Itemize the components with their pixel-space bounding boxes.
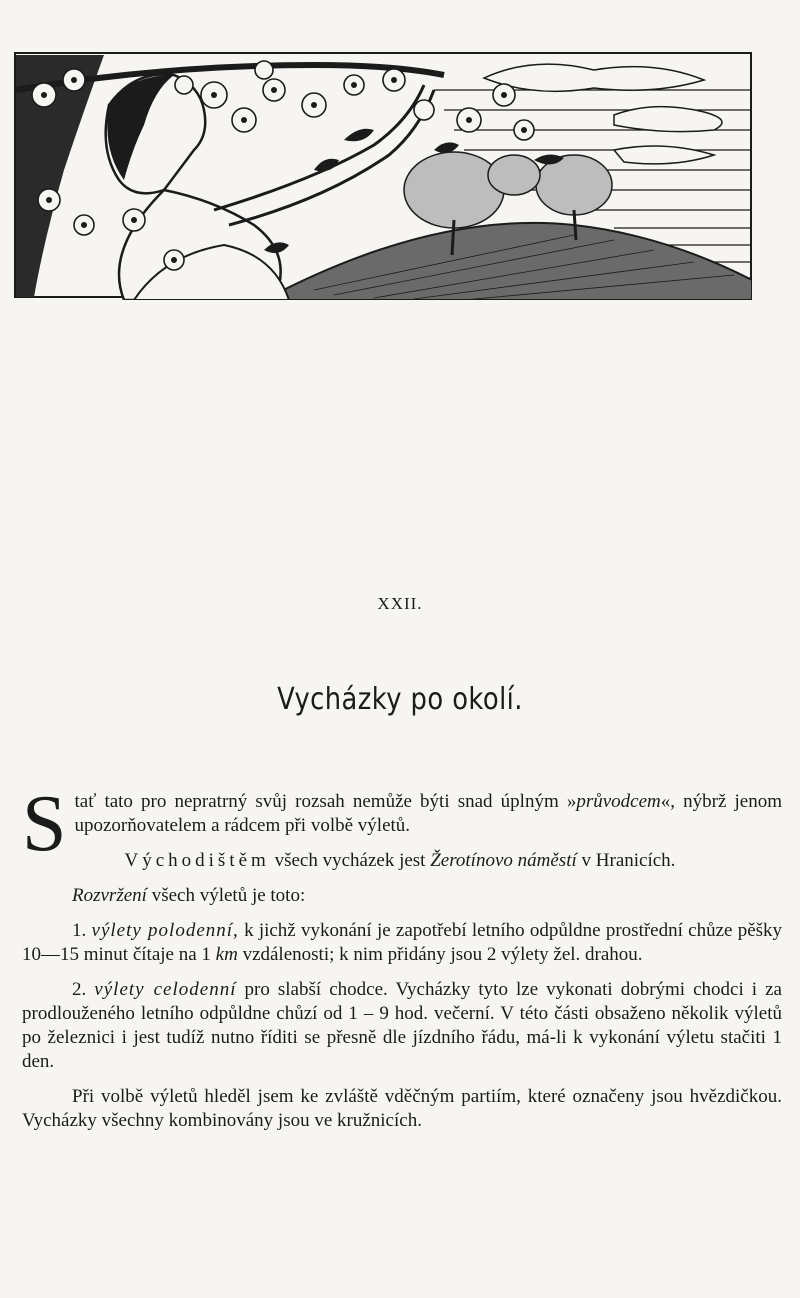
body-text — [22, 780, 783, 1144]
km-unit: km — [215, 944, 238, 965]
drop-cap: S — [22, 780, 67, 868]
header-illustration — [14, 50, 752, 300]
half-day-rest: vzdálenosti; k nim přidány jsou 2 výlety žel. drahou. — [237, 944, 643, 965]
full-day-emphasis: výlety celodenní — [94, 979, 237, 1000]
paragraph-starting-point — [22, 849, 782, 873]
half-day-number: 1. — [72, 920, 92, 941]
paragraph-selection — [22, 1085, 782, 1133]
intro-emphasis: průvodcem — [576, 791, 661, 812]
division-rest: všech výletů je toto: — [146, 885, 306, 906]
chapter-number: XXII. — [377, 594, 423, 613]
division-emphasis: Rozvržení — [72, 885, 147, 906]
full-day-number: 2. — [72, 979, 95, 1000]
starting-point-rest: v Hranicích. — [576, 850, 676, 871]
full-day-rest: pro slabší chodce. Vycházky tyto lze vykonati dobrými chodci i za prodlouženého letního odpůldne chůzí od 1 – 9 hod. večerní. V této části obsaženo několik výletů po železnici i jest tudíž nutno říditi se přesně dle jízdního řádu, má-li k vykonání výletu stačiti 1 den. — [22, 979, 782, 1072]
starting-point-mid: všech vycházek jest — [269, 850, 431, 871]
half-day-emphasis: výlety polodenní, — [91, 920, 239, 941]
square-name: Žerotínovo náměstí — [430, 850, 577, 871]
blossom-woman-illustration — [14, 50, 752, 300]
chapter-title: Vycházky po okolí. — [277, 682, 523, 717]
paragraph-full-day-trips — [22, 978, 782, 1074]
spaced-word: Východištěm — [124, 850, 270, 871]
intro-lead: tať tato pro nepratrný svůj rozsah nemůže býti snad úplným » — [74, 791, 577, 812]
paragraph-half-day-trips — [22, 919, 782, 967]
intro-rest: «, nýbrž jenom upozorňovatelem a rádcem při volbě výletů. — [74, 791, 782, 836]
selection-text: Při volbě výletů hleděl jsem ke zvláště vděčným partiím, které označeny jsou hvězdičkou. Vycházky všechny kombinovány jsou ve kružnicích. — [22, 1086, 782, 1131]
half-day-mid: k jichž vykonání je zapotřebí letního odpůldne prostřední chůze pěšky 10—15 minut čítaje na 1 — [22, 920, 783, 965]
paragraph-division — [22, 884, 782, 908]
